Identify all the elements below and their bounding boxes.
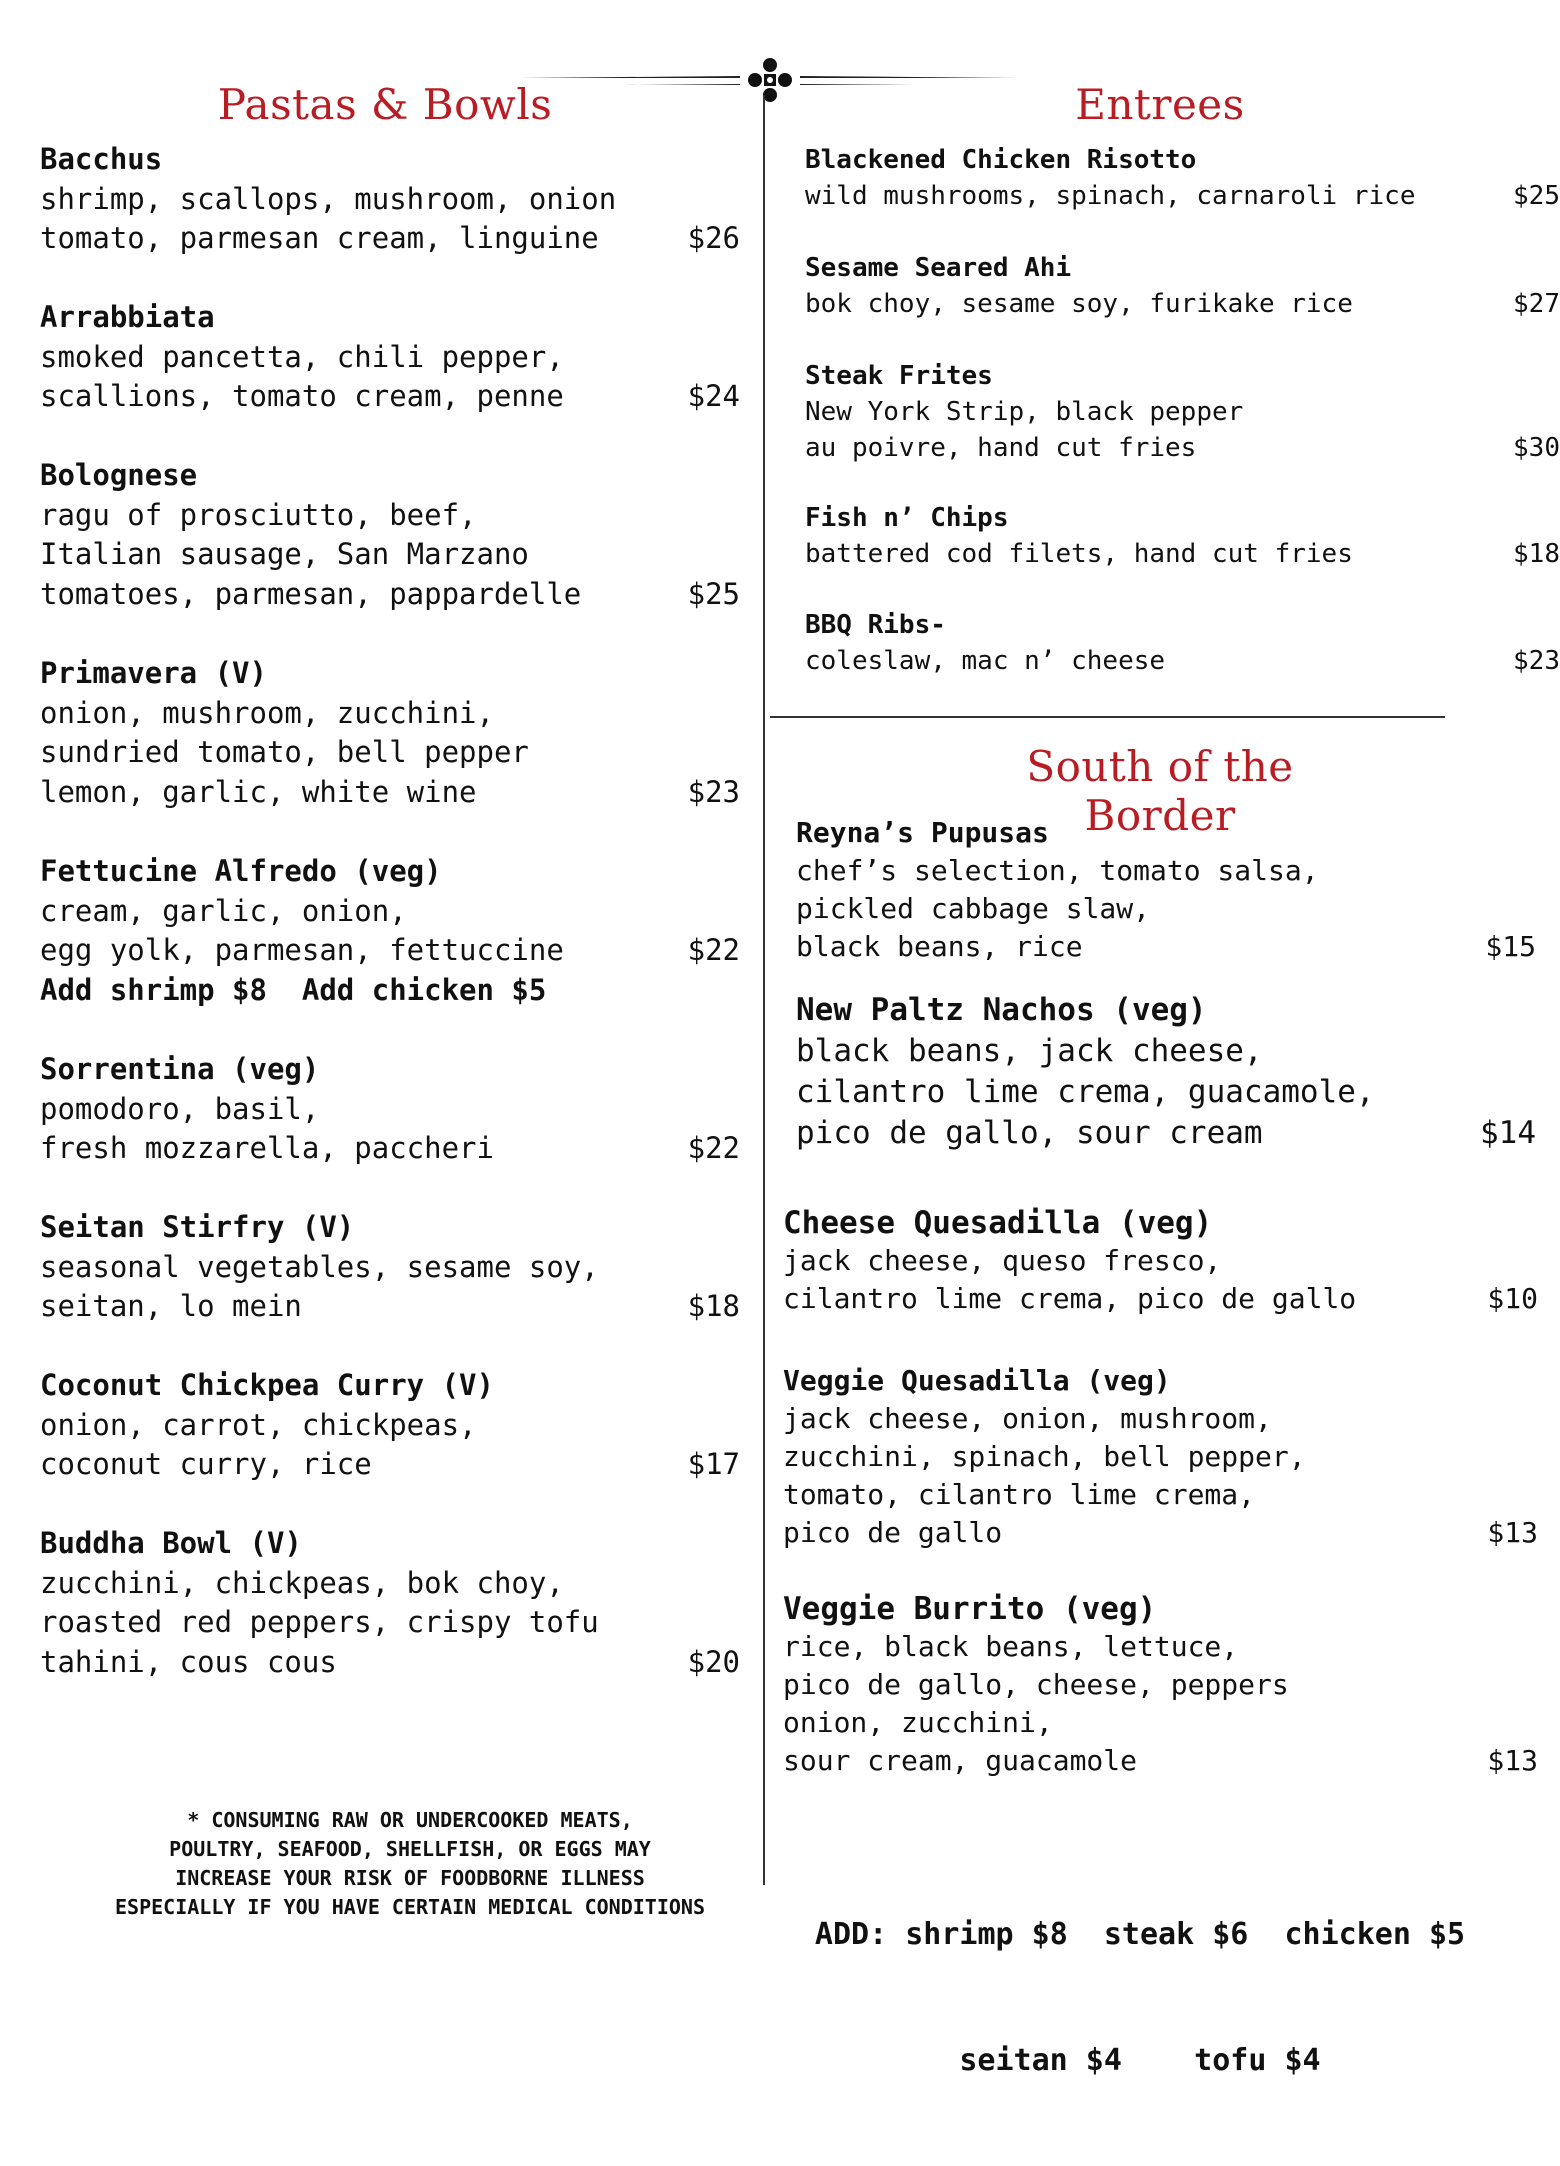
item-description: cilantro lime crema, pico de gallo xyxy=(783,1282,1357,1315)
pastas-heading: Pastas & Bowls xyxy=(217,80,553,129)
menu-item-blackened-chicken-risotto xyxy=(805,142,1560,214)
item-description: seitan, lo mein xyxy=(40,1289,302,1323)
item-description: jack cheese, queso fresco, xyxy=(783,1244,1222,1277)
item-price: $18 xyxy=(687,1289,740,1323)
menu-item-bacchus xyxy=(40,140,740,259)
item-description: black beans, rice xyxy=(796,930,1083,963)
menu-item-veggie-quesadilla xyxy=(783,1362,1538,1552)
item-description: pickled cabbage slaw, xyxy=(796,892,1151,925)
addons-line: seitan $4 tofu $4 xyxy=(959,2043,1321,2078)
menu-item-primavera xyxy=(40,654,740,812)
item-name: Seitan Stirfry (V) xyxy=(40,1210,355,1244)
item-description: bok choy, sesame soy, furikake rice xyxy=(805,289,1353,319)
item-description: New York Strip, black pepper xyxy=(805,397,1244,427)
item-description: tomato, parmesan cream, linguine xyxy=(40,221,599,255)
item-description: chef’s selection, tomato salsa, xyxy=(796,854,1319,887)
item-description: Italian sausage, San Marzano xyxy=(40,537,529,571)
item-price: $22 xyxy=(687,1131,740,1165)
food-safety-disclaimer xyxy=(60,1806,760,1922)
menu-item-veggie-burrito xyxy=(783,1590,1538,1780)
item-description: roasted red peppers, crispy tofu xyxy=(40,1605,599,1639)
menu-item-sesame-seared-ahi xyxy=(805,250,1560,322)
item-name: Veggie Burrito (veg) xyxy=(783,1591,1157,1627)
item-price: $20 xyxy=(687,1644,740,1679)
menu-item-sorrentina xyxy=(40,1050,740,1169)
fleur-icon xyxy=(746,56,794,104)
item-price: $13 xyxy=(1487,1744,1538,1777)
item-price: $15 xyxy=(1485,930,1536,963)
menu-item-coconut-chickpea-curry xyxy=(40,1366,740,1485)
item-price: $17 xyxy=(687,1447,740,1481)
item-description: cream, garlic, onion, xyxy=(40,893,407,928)
item-description: pico de gallo xyxy=(783,1516,1003,1549)
menu-item-fish-n-chips xyxy=(805,500,1560,572)
item-description: smoked pancetta, chili pepper, xyxy=(40,339,564,374)
item-price: $30 xyxy=(1513,433,1560,463)
item-price: $22 xyxy=(687,933,740,967)
item-price: $23 xyxy=(687,774,740,809)
item-description: coconut curry, rice xyxy=(40,1447,372,1481)
item-name: Fettucine Alfredo (veg) xyxy=(40,854,442,888)
item-price: $27 xyxy=(1513,289,1560,319)
disclaimer-line: INCREASE YOUR RISK OF FOODBORNE ILLNESS xyxy=(175,1866,645,1890)
item-price: $18 xyxy=(1513,539,1560,569)
disclaimer-line: POULTRY, SEAFOOD, SHELLFISH, OR EGGS MAY xyxy=(169,1837,651,1861)
item-description: sour cream, guacamole xyxy=(783,1744,1138,1777)
item-description: pico de gallo, sour cream xyxy=(796,1115,1263,1151)
menu-item-steak-frites xyxy=(805,358,1560,466)
item-name: Cheese Quesadilla (veg) xyxy=(783,1205,1213,1241)
item-description: tahini, cous cous xyxy=(40,1644,337,1679)
item-price: $13 xyxy=(1487,1516,1538,1549)
item-description: lemon, garlic, white wine xyxy=(40,774,477,809)
item-description: scallions, tomato cream, penne xyxy=(40,379,564,413)
item-description: pomodoro, basil, xyxy=(40,1091,320,1126)
item-description: battered cod filets, hand cut fries xyxy=(805,539,1353,569)
item-name: Primavera (V) xyxy=(40,656,267,690)
item-description: seasonal vegetables, sesame soy, xyxy=(40,1249,599,1284)
item-name: Bolognese xyxy=(40,458,198,492)
entrees-heading: Entrees xyxy=(1075,80,1245,129)
item-description: cilantro lime crema, guacamole, xyxy=(796,1074,1375,1110)
item-name: New Paltz Nachos (veg) xyxy=(796,992,1207,1028)
menu-item-cheese-quesadilla xyxy=(783,1204,1538,1318)
item-description: onion, zucchini, xyxy=(783,1706,1053,1739)
item-description: wild mushrooms, spinach, carnaroli rice xyxy=(805,181,1416,211)
item-name: Reyna’s Pupusas xyxy=(796,816,1049,849)
item-description: pico de gallo, cheese, peppers xyxy=(783,1668,1289,1701)
south-addons xyxy=(800,1830,1480,2166)
item-addon-note: Add shrimp $8 Add chicken $5 xyxy=(40,972,547,1007)
addons-line: ADD: shrimp $8 steak $6 chicken $5 xyxy=(814,1917,1466,1952)
item-description: onion, mushroom, zucchini, xyxy=(40,695,494,730)
item-description: egg yolk, parmesan, fettuccine xyxy=(40,933,564,967)
south-heading: South of the Border xyxy=(1026,742,1294,840)
item-price: $23 xyxy=(1513,646,1560,676)
menu-item-bolognese xyxy=(40,456,740,614)
item-price: $26 xyxy=(687,221,740,255)
item-name: Sorrentina (veg) xyxy=(40,1052,320,1086)
item-description: onion, carrot, chickpeas, xyxy=(40,1407,477,1442)
item-description: ragu of prosciutto, beef, xyxy=(40,497,477,532)
section-divider xyxy=(770,716,1445,718)
menu-item-arrabbiata xyxy=(40,298,740,417)
item-description: tomato, cilantro lime crema, xyxy=(783,1478,1256,1511)
item-name: Fish n’ Chips xyxy=(805,503,1009,533)
item-description: shrimp, scallops, mushroom, onion xyxy=(40,181,617,216)
item-price: $25 xyxy=(687,576,740,611)
item-description: zucchini, chickpeas, bok choy, xyxy=(40,1565,564,1600)
item-price: $14 xyxy=(1480,1115,1536,1151)
item-description: jack cheese, onion, mushroom, xyxy=(783,1402,1272,1435)
menu-item-fettucine-alfredo xyxy=(40,852,740,1010)
column-divider xyxy=(763,95,765,1885)
menu-item-buddha-bowl xyxy=(40,1524,740,1682)
menu-item-reynas-pupusas xyxy=(796,814,1536,966)
menu-item-seitan-stirfry xyxy=(40,1208,740,1327)
item-name: Bacchus xyxy=(40,142,163,176)
item-name: BBQ Ribs- xyxy=(805,610,946,640)
item-name: Steak Frites xyxy=(805,361,993,391)
item-name: Sesame Seared Ahi xyxy=(805,253,1072,283)
disclaimer-line: * CONSUMING RAW OR UNDERCOOKED MEATS, xyxy=(187,1808,633,1832)
menu-item-new-paltz-nachos xyxy=(796,990,1536,1154)
item-price: $10 xyxy=(1487,1282,1538,1315)
item-description: black beans, jack cheese, xyxy=(796,1033,1263,1069)
menu-item-bbq-ribs xyxy=(805,607,1560,679)
item-name: Buddha Bowl (V) xyxy=(40,1526,302,1560)
item-description: fresh mozzarella, paccheri xyxy=(40,1131,494,1165)
item-name: Arrabbiata xyxy=(40,300,215,334)
item-price: $24 xyxy=(687,379,740,413)
item-description: zucchini, spinach, bell pepper, xyxy=(783,1440,1306,1473)
item-description: au poivre, hand cut fries xyxy=(805,433,1197,463)
item-price: $25 xyxy=(1513,181,1560,211)
item-description: coleslaw, mac n’ cheese xyxy=(805,646,1166,676)
item-name: Coconut Chickpea Curry (V) xyxy=(40,1368,494,1402)
item-description: tomatoes, parmesan, pappardelle xyxy=(40,576,582,611)
disclaimer-line: ESPECIALLY IF YOU HAVE CERTAIN MEDICAL CONDITIONS xyxy=(114,1895,705,1919)
item-name: Veggie Quesadilla (veg) xyxy=(783,1364,1171,1397)
item-name: Blackened Chicken Risotto xyxy=(805,145,1197,175)
item-description: sundried tomato, bell pepper xyxy=(40,735,529,769)
item-description: rice, black beans, lettuce, xyxy=(783,1630,1239,1663)
